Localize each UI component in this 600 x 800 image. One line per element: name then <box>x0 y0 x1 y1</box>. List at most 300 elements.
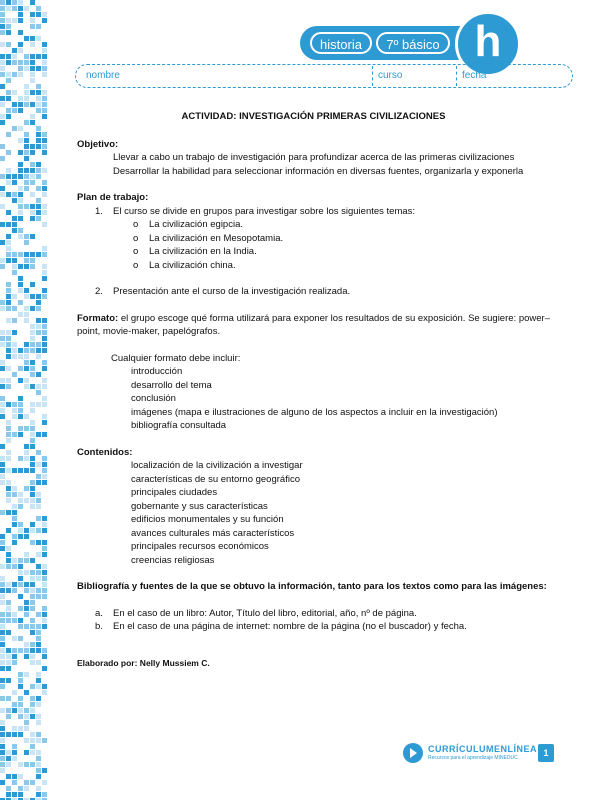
pattern-tile <box>36 774 41 779</box>
pattern-tile <box>42 456 47 461</box>
pattern-tile <box>24 588 29 593</box>
pattern-tile <box>18 48 23 53</box>
pattern-tile <box>0 642 5 647</box>
pattern-tile <box>18 234 23 239</box>
pattern-tile <box>30 408 35 413</box>
pattern-tile <box>24 384 29 389</box>
field-separator <box>456 66 457 86</box>
pattern-tile <box>24 342 29 347</box>
list-item: gobernante y sus características <box>131 500 268 512</box>
pattern-tile <box>0 540 5 545</box>
pattern-tile <box>36 624 41 629</box>
pattern-tile <box>36 480 41 485</box>
pattern-tile <box>36 696 41 701</box>
pattern-tile <box>42 570 47 575</box>
pattern-tile <box>36 792 41 797</box>
pattern-tile <box>18 312 23 317</box>
pattern-tile <box>18 42 23 47</box>
pattern-tile <box>6 168 11 173</box>
pattern-tile <box>6 666 11 671</box>
pattern-tile <box>12 60 17 65</box>
pattern-tile <box>6 60 11 65</box>
pattern-tile <box>30 462 35 467</box>
pattern-tile <box>36 504 41 509</box>
pattern-tile <box>30 24 35 29</box>
pattern-tile <box>0 72 5 77</box>
pattern-tile <box>36 132 41 137</box>
pattern-tile <box>24 690 29 695</box>
pattern-tile <box>24 552 29 557</box>
pattern-tile <box>24 120 29 125</box>
pattern-tile <box>12 660 17 665</box>
pattern-tile <box>6 150 11 155</box>
pattern-tile <box>36 54 41 59</box>
grade-tag: 7º básico <box>376 32 450 54</box>
pattern-tile <box>24 366 29 371</box>
pattern-tile <box>0 30 5 35</box>
pattern-tile <box>12 432 17 437</box>
pattern-tile <box>6 222 11 227</box>
pattern-tile <box>30 780 35 785</box>
pattern-tile <box>6 456 11 461</box>
pattern-tile <box>12 18 17 23</box>
pattern-tile <box>36 492 41 497</box>
pattern-tile <box>42 72 47 77</box>
pattern-tile <box>18 252 23 257</box>
pattern-tile <box>42 462 47 467</box>
pattern-tile <box>0 780 5 785</box>
pattern-tile <box>0 60 5 65</box>
pattern-tile <box>42 54 47 59</box>
pattern-tile <box>12 708 17 713</box>
pattern-tile <box>30 468 35 473</box>
pattern-tile <box>30 582 35 587</box>
pattern-tile <box>24 444 29 449</box>
biblio-text: En el caso de un libro: Autor, Título del libro, editorial, año, nº de página. <box>113 607 417 619</box>
pattern-tile <box>24 456 29 461</box>
pattern-tile <box>30 456 35 461</box>
bibliografia-heading: Bibliografía y fuentes de la que se obtuvo la información, tanto para los textos como para las imágenes: <box>77 581 547 592</box>
pattern-tile <box>24 750 29 755</box>
pattern-tile <box>6 750 11 755</box>
pattern-tile <box>12 522 17 527</box>
pattern-tile <box>18 492 23 497</box>
pattern-tile <box>36 36 41 41</box>
pattern-tile <box>6 378 11 383</box>
pattern-tile <box>36 372 41 377</box>
pattern-tile <box>36 738 41 743</box>
pattern-tile <box>24 174 29 179</box>
pattern-tile <box>18 684 23 689</box>
pattern-tile <box>0 630 5 635</box>
pattern-tile <box>24 318 29 323</box>
pattern-tile <box>18 276 23 281</box>
pattern-tile <box>18 396 23 401</box>
pattern-tile <box>12 0 17 5</box>
list-item: o La civilización china. <box>133 259 236 271</box>
pattern-tile <box>12 516 17 521</box>
pattern-tile <box>36 540 41 545</box>
pattern-tile <box>24 66 29 71</box>
pattern-tile <box>36 432 41 437</box>
pattern-tile <box>42 366 47 371</box>
pattern-tile <box>36 768 41 773</box>
document-title: ACTIVIDAD: INVESTIGACIÓN PRIMERAS CIVILIZACIONES <box>181 111 446 122</box>
pattern-tile <box>6 6 11 11</box>
pattern-tile <box>0 534 5 539</box>
pattern-tile <box>42 474 47 479</box>
pattern-tile <box>30 432 35 437</box>
pattern-tile <box>36 684 41 689</box>
pattern-tile <box>0 624 5 629</box>
pattern-tile <box>6 252 11 257</box>
pattern-tile <box>0 732 5 737</box>
pattern-tile <box>36 204 41 209</box>
pattern-tile <box>36 714 41 719</box>
pattern-tile <box>36 24 41 29</box>
contenidos-list <box>77 459 550 567</box>
pattern-tile <box>0 54 5 59</box>
objetivo-heading: Objetivo: <box>77 138 119 150</box>
pattern-tile <box>0 12 5 17</box>
pattern-tile <box>0 258 5 263</box>
formato-list <box>77 365 550 433</box>
pattern-tile <box>30 342 35 347</box>
pattern-tile <box>42 12 47 17</box>
pattern-tile <box>0 222 5 227</box>
list-item: avances culturales más característicos <box>131 527 295 539</box>
pattern-tile <box>36 144 41 149</box>
pattern-tile <box>24 168 29 173</box>
pattern-tile <box>0 360 5 365</box>
pattern-tile <box>42 432 47 437</box>
pattern-tile <box>0 384 5 389</box>
pattern-tile <box>6 654 11 659</box>
pattern-tile <box>6 564 11 569</box>
pattern-tile <box>24 138 29 143</box>
pattern-tile <box>36 552 41 557</box>
pattern-tile <box>42 294 47 299</box>
pattern-tile <box>30 210 35 215</box>
pattern-tile <box>24 258 29 263</box>
pattern-tile <box>42 396 47 401</box>
pattern-tile <box>30 180 35 185</box>
pattern-tile <box>36 102 41 107</box>
pattern-tile <box>24 306 29 311</box>
pattern-tile <box>12 90 17 95</box>
pattern-tile <box>18 300 23 305</box>
list-item: o La civilización egipcia. <box>133 219 243 230</box>
pattern-tile <box>24 600 29 605</box>
plan-item-2 <box>77 285 550 299</box>
pattern-tile <box>6 24 11 29</box>
pattern-tile <box>0 756 5 761</box>
pattern-tile <box>18 414 23 419</box>
pattern-tile <box>30 348 35 353</box>
pattern-tile <box>6 282 11 287</box>
pattern-tile <box>30 444 35 449</box>
pattern-tile <box>30 42 35 47</box>
pattern-tile <box>24 612 29 617</box>
pattern-tile <box>42 204 47 209</box>
pattern-tile <box>12 252 17 257</box>
pattern-tile <box>36 12 41 17</box>
pattern-tile <box>42 324 47 329</box>
pattern-tile <box>0 474 5 479</box>
pattern-tile <box>36 84 41 89</box>
subject-letter-badge: h <box>455 11 521 77</box>
pattern-tile <box>42 114 47 119</box>
pattern-tile <box>18 66 23 71</box>
pattern-tile <box>0 330 5 335</box>
pattern-tile <box>30 558 35 563</box>
pattern-tile <box>42 348 47 353</box>
pattern-tile <box>42 480 47 485</box>
pattern-tile <box>36 732 41 737</box>
pattern-tile <box>30 264 35 269</box>
objetivo-2: Desarrollar la habilidad para seleccionar información en diversas fuentes, organizarla y exponerla <box>113 165 524 177</box>
pattern-tile <box>42 768 47 773</box>
pattern-tile <box>18 354 23 359</box>
pattern-tile <box>6 0 11 5</box>
pattern-tile <box>24 720 29 725</box>
pattern-tile <box>42 210 47 215</box>
pattern-tile <box>30 522 35 527</box>
pattern-tile <box>30 72 35 77</box>
pattern-tile <box>6 336 11 341</box>
pattern-tile <box>36 126 41 131</box>
pattern-tile <box>42 648 47 653</box>
pattern-tile <box>18 570 23 575</box>
pattern-tile <box>18 732 23 737</box>
pattern-tile <box>6 774 11 779</box>
pattern-tile <box>18 264 23 269</box>
pattern-tile <box>12 192 17 197</box>
pattern-tile <box>36 642 41 647</box>
pattern-tile <box>24 348 29 353</box>
pattern-tile <box>30 162 35 167</box>
pattern-tile <box>30 150 35 155</box>
pattern-tile <box>12 468 17 473</box>
pattern-tile <box>36 342 41 347</box>
pattern-tile <box>42 384 47 389</box>
pattern-tile <box>12 354 17 359</box>
pattern-tile <box>6 792 11 797</box>
pattern-tile <box>0 618 5 623</box>
list-item: características de su entorno geográfico <box>131 473 300 485</box>
pattern-tile <box>6 366 11 371</box>
pattern-tile <box>12 216 17 221</box>
pattern-tile <box>36 594 41 599</box>
pattern-tile <box>0 42 5 47</box>
pattern-tile <box>12 102 17 107</box>
pattern-tile <box>30 624 35 629</box>
list-item: principales recursos económicos <box>131 541 269 552</box>
pattern-tile <box>6 258 11 263</box>
list-item: imágenes (mapa e ilustraciones de alguno de los aspectos a incluir en la investigación) <box>131 406 498 418</box>
list-item: edificios monumentales y su función <box>131 514 284 525</box>
pattern-tile <box>6 78 11 83</box>
pattern-tile <box>6 486 11 491</box>
pattern-tile <box>12 612 17 617</box>
pattern-tile <box>12 258 17 263</box>
pattern-tile <box>0 66 5 71</box>
pattern-tile <box>18 168 23 173</box>
pattern-tile <box>0 666 5 671</box>
pattern-tile <box>42 402 47 407</box>
pattern-tile <box>42 342 47 347</box>
pattern-tile <box>18 702 23 707</box>
pattern-tile <box>24 486 29 491</box>
pattern-tile <box>24 468 29 473</box>
pattern-tile <box>30 294 35 299</box>
pattern-tile <box>18 696 23 701</box>
pattern-tile <box>30 714 35 719</box>
pattern-tile <box>42 540 47 545</box>
pattern-tile <box>12 504 17 509</box>
document-body <box>77 110 550 670</box>
pattern-tile <box>18 594 23 599</box>
pattern-tile <box>0 408 5 413</box>
pattern-tile <box>24 240 29 245</box>
pattern-tile <box>18 624 23 629</box>
pattern-tile <box>30 702 35 707</box>
pattern-tile <box>30 174 35 179</box>
pattern-tile <box>18 648 23 653</box>
pattern-tile <box>6 240 11 245</box>
pattern-tile <box>18 726 23 731</box>
pattern-tile <box>24 780 29 785</box>
pattern-tile <box>12 534 17 539</box>
list-item: creencias religiosas <box>131 554 215 566</box>
pattern-tile <box>36 168 41 173</box>
pattern-tile <box>6 348 11 353</box>
pattern-tile <box>18 126 23 131</box>
pattern-tile <box>0 588 5 593</box>
pattern-tile <box>12 180 17 185</box>
pattern-tile <box>18 558 23 563</box>
pattern-tile <box>0 510 5 515</box>
pattern-tile <box>18 456 23 461</box>
pattern-tile <box>36 294 41 299</box>
pattern-tile <box>30 570 35 575</box>
pattern-tile <box>42 588 47 593</box>
pattern-tile <box>24 606 29 611</box>
plan-item-text: El curso se divide en grupos para investigar sobre los siguientes temas: <box>113 205 416 217</box>
pattern-tile <box>0 594 5 599</box>
pattern-tile <box>30 66 35 71</box>
pattern-tile <box>42 360 47 365</box>
pattern-tile <box>30 204 35 209</box>
pattern-tile <box>0 564 5 569</box>
pattern-tile <box>18 402 23 407</box>
pattern-tile <box>6 330 11 335</box>
pattern-tile <box>42 684 47 689</box>
pattern-tile <box>6 480 11 485</box>
pattern-tile <box>6 660 11 665</box>
pattern-tile <box>42 48 47 53</box>
pattern-tile <box>0 678 5 683</box>
pattern-tile <box>24 204 29 209</box>
pattern-tile <box>30 144 35 149</box>
pattern-tile <box>6 600 11 605</box>
pattern-tile <box>0 6 5 11</box>
pattern-tile <box>0 402 5 407</box>
date-field-label: fecha <box>462 70 487 81</box>
pattern-tile <box>18 366 23 371</box>
list-item: o La civilización en Mesopotamia. <box>133 232 284 244</box>
pattern-tile <box>18 636 23 641</box>
pattern-tile <box>6 426 11 431</box>
temas-list <box>77 218 550 272</box>
pattern-tile <box>42 420 47 425</box>
pattern-tile <box>42 66 47 71</box>
pattern-tile <box>24 582 29 587</box>
pattern-tile <box>30 654 35 659</box>
pattern-tile <box>30 18 35 23</box>
pattern-tile <box>30 216 35 221</box>
decorative-pattern-strip <box>0 0 50 800</box>
pattern-tile <box>42 330 47 335</box>
pattern-tile <box>30 192 35 197</box>
list-number: 1. <box>95 205 103 217</box>
pattern-tile <box>0 462 5 467</box>
pattern-tile <box>36 702 41 707</box>
pattern-tile <box>24 90 29 95</box>
pattern-tile <box>12 48 17 53</box>
pattern-tile <box>12 372 17 377</box>
pattern-tile <box>24 786 29 791</box>
pattern-tile <box>24 312 29 317</box>
biblio-item-a <box>77 607 550 621</box>
list-item: principales ciudades <box>131 487 218 498</box>
pattern-tile <box>12 270 17 275</box>
plan-item-text: Presentación ante el curso de la investigación realizada. <box>113 286 351 297</box>
pattern-tile <box>36 678 41 683</box>
pattern-tile <box>30 588 35 593</box>
pattern-tile <box>24 186 29 191</box>
pattern-tile <box>0 648 5 653</box>
pattern-tile <box>42 144 47 149</box>
pattern-tile <box>42 468 47 473</box>
contenidos-heading: Contenidos: <box>77 446 133 458</box>
pattern-tile <box>36 474 41 479</box>
pattern-tile <box>12 54 17 59</box>
pattern-tile <box>0 264 5 269</box>
pattern-tile <box>30 528 35 533</box>
pattern-tile <box>36 402 41 407</box>
pattern-tile <box>24 102 29 107</box>
pattern-tile <box>42 276 47 281</box>
pattern-tile <box>6 42 11 47</box>
pattern-tile <box>42 102 47 107</box>
pattern-tile <box>12 402 17 407</box>
pattern-tile <box>18 714 23 719</box>
pattern-tile <box>0 768 5 773</box>
pattern-tile <box>6 762 11 767</box>
pattern-tile <box>0 762 5 767</box>
pattern-tile <box>18 282 23 287</box>
pattern-tile <box>36 330 41 335</box>
pattern-tile <box>30 420 35 425</box>
pattern-tile <box>12 492 17 497</box>
pattern-tile <box>24 294 29 299</box>
pattern-tile <box>42 138 47 143</box>
list-item: localización de la civilización a investigar <box>131 460 303 471</box>
pattern-tile <box>30 480 35 485</box>
pattern-tile <box>30 60 35 65</box>
biblio-text: En el caso de una página de internet: nombre de la página (no el buscador) y fecha. <box>113 621 467 632</box>
